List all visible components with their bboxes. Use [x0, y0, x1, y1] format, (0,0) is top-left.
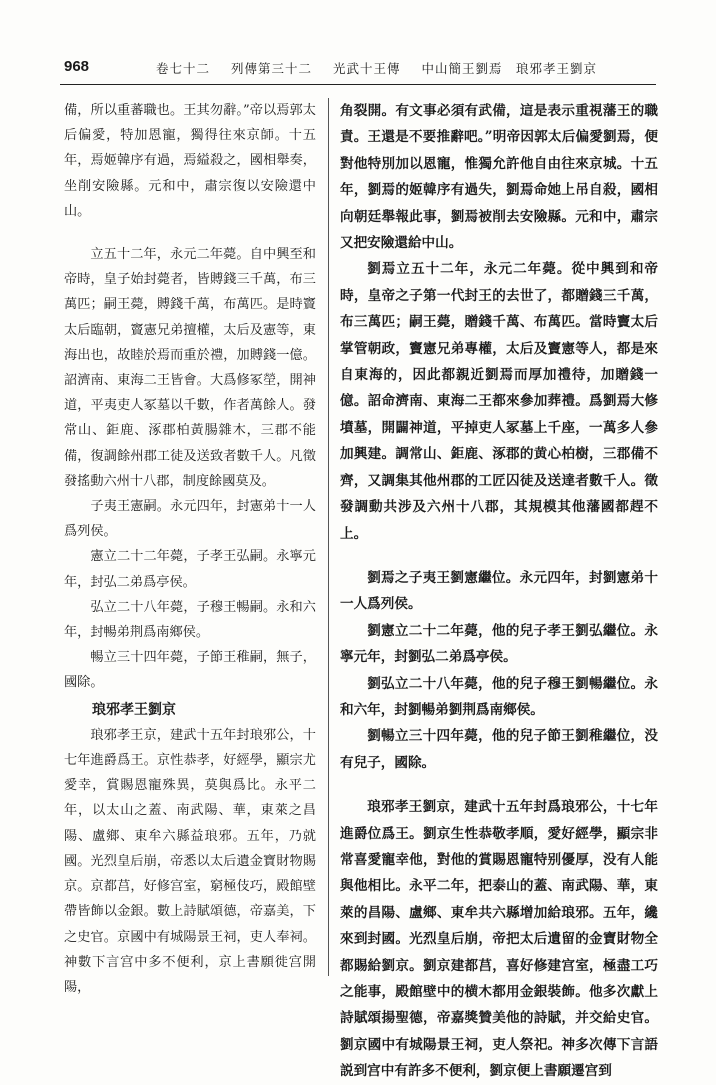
section-title: 琅邪孝王劉京 [92, 701, 176, 718]
paragraph: 劉弘立二十八年薨，他的兒子穆王劉暢繼位。永和六年，封劉暢弟劉荆爲南鄉侯。 [340, 675, 658, 718]
paragraph: 憲立二十二年薨，子孝王弘嗣。永寧元年，封弘二弟爲亭侯。 [64, 549, 316, 590]
paragraph: 子夷王憲嗣。永元四年，封憲弟十一人爲列侯。 [64, 499, 316, 540]
classical-text-column [64, 98, 316, 995]
paragraph: 弘立二十八年薨，子穆王暢嗣。永和六年，封暢弟荆爲南鄉侯。 [64, 599, 316, 641]
volume-label: 卷七十二 [156, 61, 211, 76]
paragraph: 劉憲立二十二年薨，他的兒子孝王劉弘繼位。永寧元年，封劉弘二弟爲亭侯。 [340, 622, 658, 666]
translation-column [340, 98, 658, 1080]
running-head [156, 59, 654, 77]
paragraph: 劉焉之子夷王劉憲繼位。永元四年，封劉憲弟十一人爲列侯。 [340, 569, 658, 613]
paragraph: 備，所以重蕃職也。王其勿辭。”帝以焉郭太后偏愛，特加恩寵，獨得往來京師。十五年，焉姬韓序有過，焉縊殺之，國相舉奏，坐削安險縣。元和中，肅宗復以安險還中山。 [64, 103, 316, 219]
page-header [64, 58, 654, 80]
subject-names: 中山簡王劉焉 琅邪孝王劉京 [421, 61, 598, 76]
paragraph: 琅邪孝王京，建武十五年封琅邪公，十七年進爵爲王。京性恭孝，好經學，顯宗尤愛幸，賞賜恩寵殊異，莫與爲比。永平二年，以太山之蓋、南武陽、華，東萊之昌陽、盧鄉、東牟六縣益琅邪。五年，乃就國。光烈皇后崩，帝悉以太后遺金寶財物賜京。京都莒，好修宫室，窮極伎巧，殿館壁帶皆飾以金銀。數上詩賦頌德，帝嘉美，下之史官。京國中有城陽景王祠，吏人奉祠。神數下言宫中多不便利，京上書願徙宫開陽， [64, 727, 316, 995]
paragraph: 立五十二年，永元二年薨。自中興至和帝時，皇子始封薨者，皆賻錢三千萬，布三萬匹；嗣王薨，賻錢千萬，布萬匹。是時竇太后臨朝，竇憲兄弟擅權，太后及憲等，東海出也，故睦於焉而重於禮，加賻錢一億。詔濟南、東海二王皆會。大爲修冢塋，開神道，平夷吏人冢墓以千數，作者萬餘人。發常山、鉅鹿、涿郡柏黃腸雜木，三郡不能備，復調餘州郡工徒及送致者數千人。凡徵發搖動六州十八郡，制度餘國莫及。 [64, 247, 316, 489]
paragraph: 劉焉立五十二年，永元二年薨。從中興到和帝時，皇帝之子第一代封王的去世了，都贈錢三千萬，布三萬匹；嗣王薨，贈錢千萬、布萬匹。當時竇太后掌管朝政，竇憲兄弟專權，太后及竇憲等人，都是來自東海的，因此都親近劉焉而厚加禮待，加贈錢一億。詔命濟南、東海二王都來參加葬禮。爲劉焉大修墳墓，開闢神道，平掉吏人冢墓上千座，一萬多人參加興建。調常山、鉅鹿、涿郡的黄心柏樹，三郡備不齊，又調集其他州郡的工匠囚徒及送達者數千人。徵發調動共涉及六州十八郡，其規模其他藩國都趕不上。 [340, 261, 658, 542]
column-divider [328, 98, 329, 976]
paragraph: 劉暢立三十四年薨，他的兒子節王劉稚繼位，没有兒子，國除。 [340, 728, 658, 771]
page-number: 968 [64, 58, 90, 75]
header-rule [60, 84, 656, 85]
chapter-label: 列傳第三十二 [231, 61, 313, 76]
paragraph: 角裂開。有文事必須有武備，這是表示重視藩王的職責。王還是不要推辭吧。”明帝因郭太后偏愛劉焉，便對他特別加以恩寵，惟獨允許他自由往來京城。十五年，劉焉的姬韓序有過失，劉焉命她上吊自殺，國相向朝廷舉報此事，劉焉被削去安險縣。元和中，肅宗又把安險還給中山。 [340, 103, 658, 252]
chapter-title: 光武十王傳 [333, 61, 401, 76]
paragraph: 琅邪孝王劉京，建武十五年封爲琅邪公，十七年進爵位爲王。劉京生性恭敬孝順，愛好經學，顯宗非常喜愛寵幸他，對他的賞賜恩寵特别優厚，没有人能與他相比。永平二年，把泰山的蓋、南武陽、華，東萊的昌陽、盧鄉、東牟共六縣增加給琅邪。五年，纔來到封國。光烈皇后崩，帝把太后遺留的金寶財物全都賜給劉京。劉京建都莒，喜好修建宫室，極盡工巧之能事，殿館壁中的横木都用金銀裝飾。他多次獻上詩賦頌揚聖德，帝嘉獎贊美他的詩賦，并交給史官。劉京國中有城陽景王祠，吏人祭祀。神多次傳下言語説到宫中有許多不便利，劉京便上書願遷宫到 [340, 799, 658, 1080]
paragraph: 暢立三十四年薨，子節王稚嗣，無子，國除。 [64, 650, 316, 691]
